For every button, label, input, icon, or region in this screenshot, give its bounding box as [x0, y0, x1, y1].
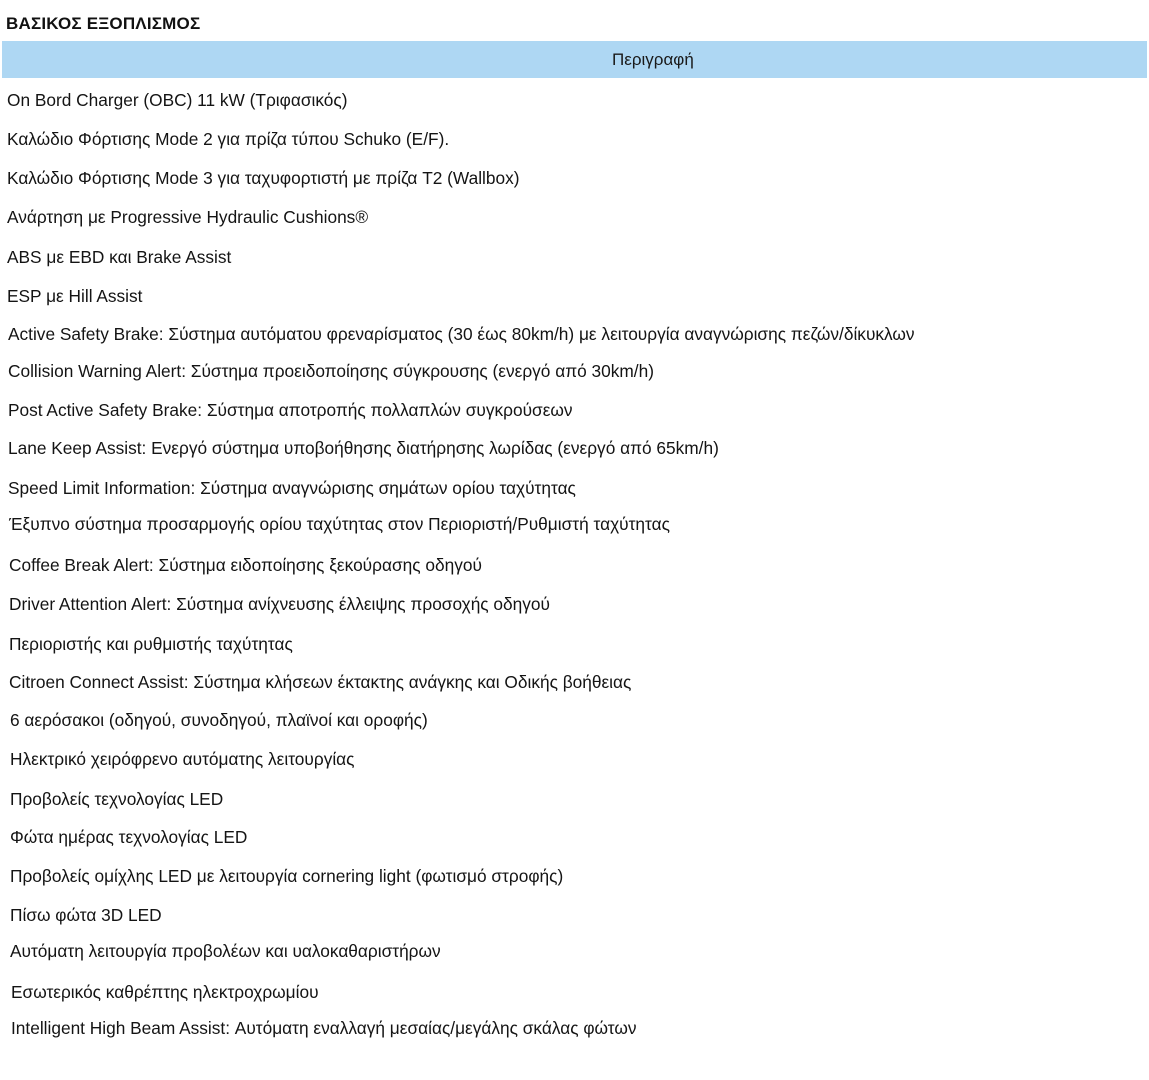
- list-item: Intelligent High Beam Assist: Αυτόματη εναλλαγή μεσαίας/μεγάλης σκάλας φώτων: [11, 1018, 637, 1038]
- list-item: On Bord Charger (OBC) 11 kW (Τριφασικός): [7, 90, 348, 110]
- list-item: Lane Keep Assist: Ενεργό σύστημα υποβοήθησης διατήρησης λωρίδας (ενεργό από 65km/h): [8, 438, 719, 458]
- list-item: Driver Attention Alert: Σύστημα ανίχνευσης έλλειψης προσοχής οδηγού: [9, 594, 550, 614]
- list-item: Καλώδιο Φόρτισης Mode 3 για ταχυφορτιστή με πρίζα T2 (Wallbox): [7, 168, 520, 188]
- list-item: Ανάρτηση με Progressive Hydraulic Cushions®: [7, 207, 369, 227]
- list-item: Προβολείς ομίχλης LED με λειτουργία cornering light (φωτισμό στροφής): [10, 866, 564, 886]
- list-item: Post Active Safety Brake: Σύστημα αποτροπής πολλαπλών συγκρούσεων: [8, 400, 573, 420]
- list-item: Citroen Connect Assist: Σύστημα κλήσεων έκτακτης ανάγκης και Οδικής βοήθειας: [9, 672, 632, 692]
- list-item: Active Safety Brake: Σύστημα αυτόματου φρεναρίσματος (30 έως 80km/h) με λειτουργία αναγνώρισης πεζών/δίκυκλων: [8, 324, 915, 344]
- list-item: Speed Limit Information: Σύστημα αναγνώρισης σημάτων ορίου ταχύτητας: [8, 478, 576, 498]
- list-item: Coffee Break Alert: Σύστημα ειδοποίησης ξεκούρασης οδηγού: [9, 555, 482, 575]
- list-item: 6 αερόσακοι (οδηγού, συνοδηγού, πλαϊνοί και οροφής): [10, 710, 428, 730]
- document-title: ΒΑΣΙΚΟΣ ΕΞΟΠΛΙΣΜΟΣ: [6, 14, 201, 33]
- list-item: Εσωτερικός καθρέπτης ηλεκτροχρωμίου: [11, 982, 319, 1002]
- list-item: Ηλεκτρικό χειρόφρενο αυτόματης λειτουργίας: [10, 749, 355, 769]
- table-header-bar: [2, 41, 1147, 78]
- table-header-label: Περιγραφή: [612, 50, 694, 69]
- list-item: Προβολείς τεχνολογίας LED: [10, 789, 224, 809]
- list-item: Πίσω φώτα 3D LED: [10, 905, 162, 925]
- list-item: ESP με Hill Assist: [7, 286, 143, 306]
- list-item: Περιοριστής και ρυθμιστής ταχύτητας: [9, 634, 293, 654]
- list-item: Καλώδιο Φόρτισης Mode 2 για πρίζα τύπου Schuko (E/F).: [7, 129, 450, 149]
- list-item: Αυτόματη λειτουργία προβολέων και υαλοκαθαριστήρων: [10, 941, 441, 961]
- list-item: Collision Warning Alert: Σύστημα προειδοποίησης σύγκρουσης (ενεργό από 30km/h): [8, 361, 654, 381]
- list-item: Φώτα ημέρας τεχνολογίας LED: [10, 827, 248, 847]
- list-item: Έξυπνο σύστημα προσαρμογής ορίου ταχύτητας στον Περιοριστή/Ρυθμιστή ταχύτητας: [9, 514, 670, 534]
- list-item: ABS με EBD και Brake Assist: [7, 247, 232, 267]
